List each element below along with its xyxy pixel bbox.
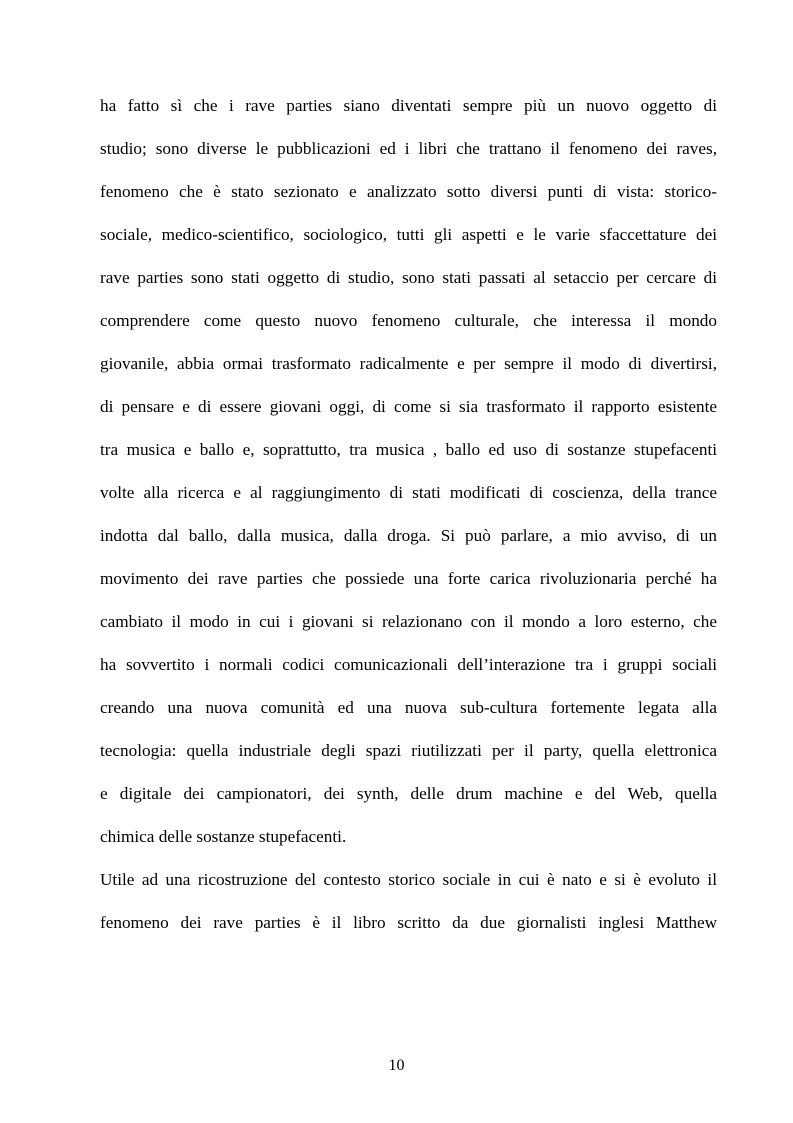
- page-number: 10: [388, 1057, 405, 1074]
- paragraph-2: [100, 858, 717, 944]
- text-line: sociale, medico-scientifico, sociologico, tutti gli aspetti e le varie sfaccettature dei: [100, 225, 717, 244]
- text-line: fenomeno dei rave parties è il libro scritto da due giornalisti inglesi Matthew: [100, 913, 717, 932]
- text-line: fenomeno che è stato sezionato e analizzato sotto diversi punti di vista: storico-: [100, 182, 717, 201]
- text-line: chimica delle sostanze stupefacenti.: [100, 827, 347, 846]
- text-line: creando una nuova comunità ed una nuova sub-cultura fortemente legata alla: [100, 698, 717, 717]
- text-line: indotta dal ballo, dalla musica, dalla droga. Si può parlare, a mio avviso, di un: [100, 526, 717, 545]
- text-line: volte alla ricerca e al raggiungimento di stati modificati di coscienza, della trance: [100, 483, 717, 502]
- paragraph-1: [100, 84, 717, 858]
- text-line: rave parties sono stati oggetto di studio, sono stati passati al setaccio per cercare di: [100, 268, 717, 287]
- text-line: tra musica e ballo e, soprattutto, tra musica , ballo ed uso di sostanze stupefacenti: [100, 440, 717, 459]
- text-line: di pensare e di essere giovani oggi, di come si sia trasformato il rapporto esistente: [100, 397, 717, 416]
- text-line: e digitale dei campionatori, dei synth, delle drum machine e del Web, quella: [100, 784, 717, 803]
- text-line: giovanile, abbia ormai trasformato radicalmente e per sempre il modo di divertirsi,: [100, 354, 717, 373]
- text-line: ha sovvertito i normali codici comunicazionali dell’interazione tra i gruppi sociali: [100, 655, 717, 674]
- text-line: Utile ad una ricostruzione del contesto storico sociale in cui è nato e si è evoluto il: [100, 870, 717, 889]
- text-line: movimento dei rave parties che possiede una forte carica rivoluzionaria perché ha: [100, 569, 717, 588]
- text-line: cambiato il modo in cui i giovani si relazionano con il mondo a loro esterno, che: [100, 612, 717, 631]
- text-line: tecnologia: quella industriale degli spazi riutilizzati per il party, quella elettronica: [100, 741, 717, 760]
- body-text: [100, 84, 717, 944]
- text-line: ha fatto sì che i rave parties siano diventati sempre più un nuovo oggetto di: [100, 96, 717, 115]
- text-line: studio; sono diverse le pubblicazioni ed i libri che trattano il fenomeno dei raves,: [100, 139, 717, 158]
- text-line: comprendere come questo nuovo fenomeno culturale, che interessa il mondo: [100, 311, 717, 330]
